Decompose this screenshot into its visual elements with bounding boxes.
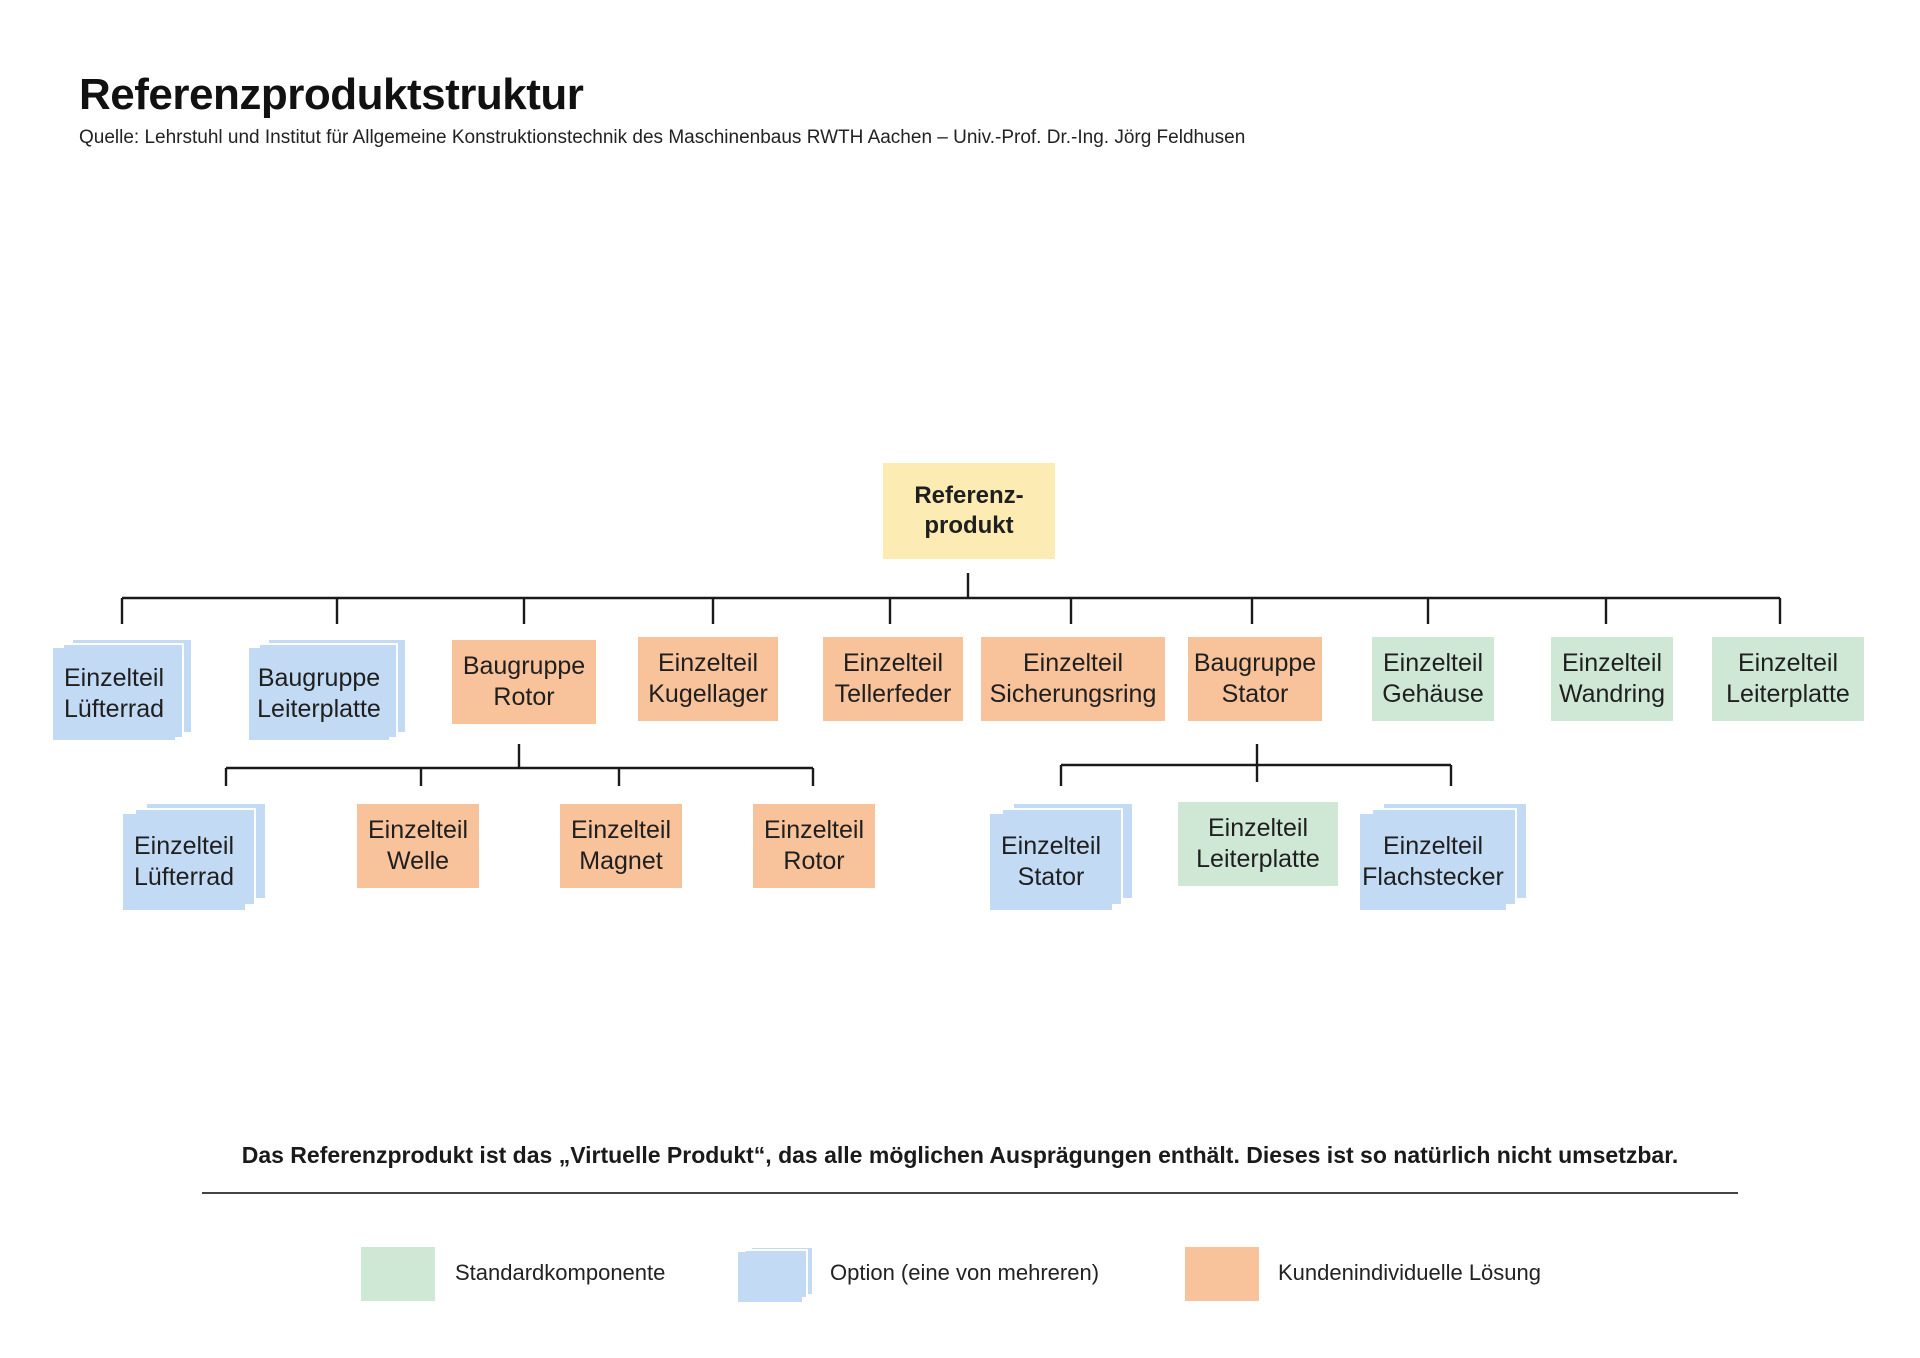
node-label-line1: Einzelteil [1382,649,1484,677]
node-baugruppe-stator [1188,637,1322,721]
node-label-line2: Flachstecker [1362,863,1504,891]
node-card [990,814,1112,910]
node-stator-einzelteil-leiterplatte [1178,802,1338,886]
node-einzelteil-gehaeuse [1372,637,1494,721]
node-label-line2: Lüfterrad [63,695,165,723]
node-stator-einzelteil-flachstecker [1360,802,1532,910]
node-einzelteil-wandring [1551,637,1673,721]
node-label-line2: Leiterplatte [257,695,381,723]
footnote: Das Referenzprodukt ist das „Virtuelle Produkt“, das alle möglichen Ausprägungen enthält. Dieses ist so natürlich nicht umsetzbar. [241,1142,1679,1168]
node-baugruppe-leiterplatte [249,638,409,742]
node-einzelteil-leiterplatte [1712,637,1864,721]
node-label-line1: Baugruppe [1193,649,1317,677]
node-label-line1: Einzelteil [1382,832,1484,860]
node-label-line2: Rotor [493,683,555,711]
node-label-line1: Einzelteil [367,816,469,844]
node-einzelteil-kugellager [638,637,778,721]
node-label-line1: Einzelteil [763,816,865,844]
node-label-line1: Einzelteil [570,816,672,844]
node-label-line1: Baugruppe [257,664,381,692]
node-einzelteil-welle [357,804,479,888]
node-einzelteil-sicherungsring [981,637,1165,721]
node-einzelteil-luefterrad [53,638,193,742]
node-label-line1: Einzelteil [1000,832,1102,860]
node-referenzprodukt [883,463,1055,559]
node-label-line1: Einzelteil [1561,649,1663,677]
node-label-line1: Einzelteil [1207,814,1309,842]
node-einzelteil-rotor [753,804,875,888]
node-label-line1: Baugruppe [462,652,586,680]
legend-swatch-option [738,1246,816,1302]
node-label-line2: Magnet [579,847,663,875]
node-label-line2: Wandring [1558,680,1666,708]
node-label-line2: Sicherungsring [989,680,1157,708]
node-baugruppe-rotor [452,640,596,724]
node-label-line2: Stator [1221,680,1289,708]
node-label-line2: Gehäuse [1382,680,1484,708]
node-rotor-einzelteil-luefterrad [123,802,271,910]
legend-swatch-standard [361,1247,435,1301]
node-label-line2: Lüfterrad [133,863,235,891]
node-label-line2: produkt [924,512,1014,539]
page-title: Referenzproduktstruktur [79,70,584,119]
node-stator-einzelteil-stator [990,802,1138,910]
node-label-line1: Einzelteil [657,649,759,677]
legend-label-custom: Kundenindividuelle Lösung [1278,1260,1541,1285]
node-label-line2: Kugellager [648,680,768,708]
node-label-line1: Einzelteil [63,664,165,692]
source-caption: Quelle: Lehrstuhl und Institut für Allgemeine Konstruktionstechnik des Maschinenbaus RWTH Aachen – Univ.-Prof. Dr.-Ing. Jörg Feldhusen [79,127,1246,148]
node-label-line1: Einzelteil [133,832,235,860]
node-card [53,648,175,740]
node-label-line2: Stator [1017,863,1085,891]
node-label-line2: Welle [386,847,450,875]
legend-swatch-custom [1185,1247,1259,1301]
footnote-divider [202,1192,1738,1194]
legend-label-standard: Standardkomponente [455,1260,666,1285]
legend-label-option: Option (eine von mehreren) [830,1260,1100,1285]
node-label-line2: Leiterplatte [1726,680,1850,708]
option-stack-layer [738,1252,802,1302]
node-label-line2: Rotor [783,847,845,875]
node-label-line1: Einzelteil [1022,649,1124,677]
node-card [249,648,389,740]
node-card [1360,814,1506,910]
node-label-line2: Leiterplatte [1196,845,1320,873]
node-einzelteil-magnet [560,804,682,888]
node-label-line2: Tellerfeder [834,680,952,708]
node-card [123,814,245,910]
node-label-line1: Referenz- [914,482,1024,509]
node-label-line1: Einzelteil [842,649,944,677]
node-einzelteil-tellerfeder [823,637,963,721]
node-label-line1: Einzelteil [1737,649,1839,677]
